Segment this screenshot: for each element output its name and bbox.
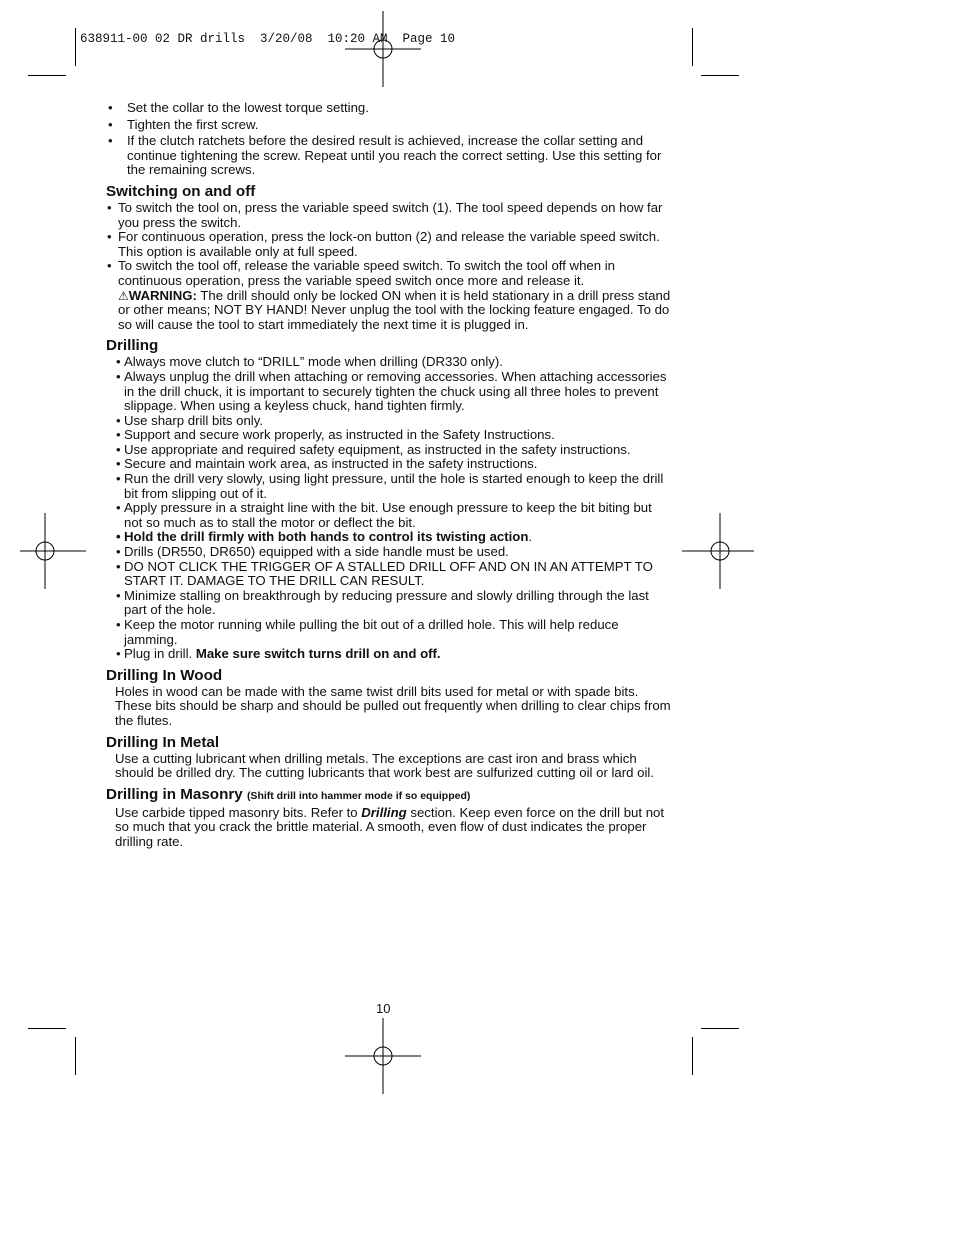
- masonry-heading-note: (Shift drill into hammer mode if so equipped): [246, 789, 471, 802]
- section-heading-metal: Drilling In Metal: [106, 733, 220, 751]
- list-item: • For continuous operation, press the lock-on button (2) and release the variable speed switch. This option is available only at full speed.: [107, 229, 660, 259]
- list-item: • Always unplug the drill when attaching or removing accessories. When attaching accessories in the drill chuck, it is important to securely tighten the chuck using all three holes to prevent slippage. When using a keyless chuck, hand tighten firmly.: [116, 368, 667, 414]
- print-slug: 638911-00 02 DR drills 3/20/08 10:20 AM Page 10: [80, 32, 456, 46]
- list-item: • Set the collar to the lowest torque setting.: [108, 100, 369, 115]
- drilling-section-reference: Drilling: [361, 804, 407, 820]
- list-item: • Support and secure work properly, as instructed in the Safety Instructions.: [116, 427, 555, 443]
- section-heading-switching: Switching on and off: [106, 182, 256, 200]
- crop-mark: [701, 75, 739, 76]
- metal-paragraph: Use a cutting lubricant when drilling metals. The exceptions are cast iron and brass which should be drilled dry. The cutting lubricants that work best are sulfurized cutting oil or lard oil.: [115, 750, 655, 781]
- page-content: [106, 101, 671, 850]
- section-heading-wood: Drilling In Wood: [106, 666, 223, 684]
- crop-mark: [75, 28, 76, 66]
- list-item: • Hold the drill firmly with both hands to control its twisting action.: [116, 529, 533, 545]
- crop-mark: [28, 1028, 66, 1029]
- list-item: • Use sharp drill bits only.: [116, 412, 264, 428]
- list-item: • DO NOT CLICK THE TRIGGER OF A STALLED DRILL OFF AND ON IN AN ATTEMPT TO START IT. DAMAGE TO THE DRILL CAN RESULT.: [116, 558, 653, 589]
- crop-mark: [692, 28, 693, 66]
- switching-list: [106, 201, 671, 289]
- registration-mark-icon: [345, 1018, 421, 1094]
- list-item: • Drills (DR550, DR650) equipped with a side handle must be used.: [116, 544, 509, 560]
- crop-mark: [701, 1028, 739, 1029]
- masonry-paragraph: Use carbide tipped masonry bits. Refer to Drilling section. Keep even force on the drill but not so much that you crack the brittle material. A smooth, even flow of dust indicates the proper drilling rate.: [115, 804, 665, 849]
- registration-mark-icon: [682, 513, 754, 589]
- wood-paragraph: Holes in wood can be made with the same twist drill bits used for metal or with spade bits. These bits should be sharp and should be pulled out frequently when drilling to clear chips from the flutes.: [115, 683, 671, 728]
- warning-triangle-icon: ⚠: [118, 288, 129, 303]
- warning-label: WARNING:: [128, 287, 197, 303]
- list-item: • If the clutch ratchets before the desired result is achieved, increase the collar setting and continue tightening the screw. Repeat until you reach the correct setting. Use this setting for the remaining screws.: [108, 133, 662, 178]
- warning-note: [106, 289, 671, 333]
- list-item: • To switch the tool off, release the variable speed switch. To switch the tool off when in continuous operation, press the variable speed switch once more and release it.: [107, 258, 616, 288]
- list-item: • Keep the motor running while pulling the bit out of a drilled hole. This will help reduce jamming.: [116, 617, 619, 647]
- list-item: • Secure and maintain work area, as instructed in the safety instructions.: [116, 456, 538, 472]
- crop-mark: [692, 1037, 693, 1075]
- list-item: • Use appropriate and required safety equipment, as instructed in the safety instructions.: [116, 441, 631, 457]
- registration-mark-icon: [345, 11, 421, 87]
- list-item: • Run the drill very slowly, using light pressure, until the hole is started enough to keep the drill bit from slipping out of it.: [116, 471, 664, 501]
- list-item: • Minimize stalling on breakthrough by reducing pressure and slowly drilling through the last part of the hole.: [116, 587, 649, 618]
- crop-mark: [75, 1037, 76, 1075]
- drilling-list: [106, 355, 671, 661]
- registration-mark-icon: [20, 513, 86, 589]
- list-item: • Tighten the first screw.: [108, 116, 259, 132]
- list-item: • Plug in drill. Make sure switch turns drill on and off.: [116, 646, 441, 662]
- section-heading-masonry: Drilling in Masonry (Shift drill into hammer mode if so equipped): [106, 785, 471, 803]
- list-item: • Apply pressure in a straight line with the bit. Use enough pressure to keep the bit biting but not so much as to stall the motor or deflect the bit.: [116, 500, 652, 530]
- warning-text: The drill should only be locked ON when it is held stationary in a drill press stand or other means; NOT BY HAND! Never unplug the tool with the locking feature engaged. To do so will cause the tool to start immediately the next time it is plugged in.: [118, 287, 671, 332]
- page-number: 10: [376, 1001, 391, 1016]
- section-heading-drilling: Drilling: [106, 337, 159, 355]
- crop-mark: [28, 75, 66, 76]
- list-item: • Always move clutch to “DRILL” mode when drilling (DR330 only).: [116, 354, 503, 370]
- torque-steps-list: [106, 101, 671, 178]
- list-item: • To switch the tool on, press the variable speed switch (1). The tool speed depends on how far you press the switch.: [107, 199, 663, 230]
